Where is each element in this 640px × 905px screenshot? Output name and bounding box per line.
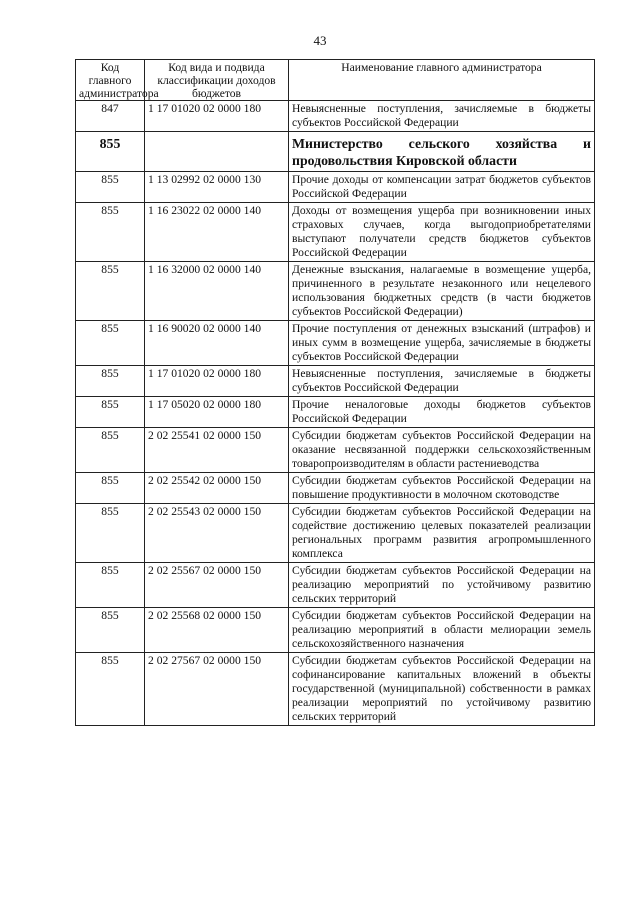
admin-code-cell: 855 <box>76 172 145 203</box>
table-row <box>76 172 595 203</box>
income-code-cell: 1 16 32000 02 0000 140 <box>145 262 289 321</box>
admin-name-cell: Прочие поступления от денежных взысканий (штрафов) и иных сумм в возмещение ущерба, зачисляемые в бюджеты субъектов Российской Федерации <box>289 321 595 366</box>
table-body <box>76 101 595 726</box>
table-row <box>76 203 595 262</box>
table-row <box>76 101 595 132</box>
page-number: 43 <box>313 33 327 48</box>
income-code-cell: 1 17 05020 02 0000 180 <box>145 397 289 428</box>
income-code-cell: 2 02 25541 02 0000 150 <box>145 428 289 473</box>
admin-code-cell: 847 <box>76 101 145 132</box>
admin-code-cell: 855 <box>76 321 145 366</box>
admin-code-cell: 855 <box>76 203 145 262</box>
admin-code-cell: 855 <box>76 428 145 473</box>
table-row <box>76 608 595 653</box>
admin-name-cell: Субсидии бюджетам субъектов Российской Федерации на реализацию мероприятий в области мелиорации земель сельскохозяйственного назначения <box>289 608 595 653</box>
admin-name-cell: Субсидии бюджетам субъектов Российской Федерации на оказание несвязанной поддержки сельскохозяйственным товаропроизводителям в области растениеводства <box>289 428 595 473</box>
admin-name-cell: Субсидии бюджетам субъектов Российской Федерации на реализацию мероприятий по устойчивому развитию сельских территорий <box>289 563 595 608</box>
income-code-cell: 1 16 23022 02 0000 140 <box>145 203 289 262</box>
header-admin-name: Наименование главного администратора <box>289 60 595 101</box>
table-row <box>76 504 595 563</box>
income-code-cell: 1 16 90020 02 0000 140 <box>145 321 289 366</box>
section-row <box>76 132 595 172</box>
admin-name-cell: Субсидии бюджетам субъектов Российской Федерации на софинансирование капитальных вложений в объекты государственной (муниципальной) собственности в рамках реализации мероприятий по устойчивому развитию сельских территорий <box>289 653 595 726</box>
income-code-cell: 2 02 25568 02 0000 150 <box>145 608 289 653</box>
admin-name-cell: Прочие неналоговые доходы бюджетов субъектов Российской Федерации <box>289 397 595 428</box>
income-code-cell: 1 17 01020 02 0000 180 <box>145 366 289 397</box>
income-code-cell: 2 02 25542 02 0000 150 <box>145 473 289 504</box>
admin-name-cell: Прочие доходы от компенсации затрат бюджетов субъектов Российской Федерации <box>289 172 595 203</box>
admin-code-cell: 855 <box>76 473 145 504</box>
income-code-cell: 2 02 25567 02 0000 150 <box>145 563 289 608</box>
table-header-row <box>76 60 595 101</box>
admin-name-cell: Министерство сельского хозяйства и продовольствия Кировской области <box>289 132 595 172</box>
table-row <box>76 473 595 504</box>
admin-code-cell: 855 <box>76 504 145 563</box>
income-code-cell <box>145 132 289 172</box>
admin-name-cell: Субсидии бюджетам субъектов Российской Федерации на содействие достижению целевых показателей реализации региональных программ развития агропромышленного комплекса <box>289 504 595 563</box>
income-code-cell: 1 17 01020 02 0000 180 <box>145 101 289 132</box>
admin-name-cell: Невыясненные поступления, зачисляемые в бюджеты субъектов Российской Федерации <box>289 366 595 397</box>
revenue-administrators-table <box>75 59 595 726</box>
admin-code-cell: 855 <box>76 397 145 428</box>
header-income-code: Код вида и подвида классификации доходов бюджетов <box>145 60 289 101</box>
table-row <box>76 428 595 473</box>
admin-name-cell: Денежные взыскания, налагаемые в возмещение ущерба, причиненного в результате незаконного или нецелевого использования бюджетных средств (в части бюджетов субъектов Российской Федерации) <box>289 262 595 321</box>
table-row <box>76 653 595 726</box>
income-code-cell: 2 02 27567 02 0000 150 <box>145 653 289 726</box>
admin-name-cell: Доходы от возмещения ущерба при возникновении иных страховых случаев, когда выгодоприобретателями выступают получатели средств бюджетов субъектов Российской Федерации <box>289 203 595 262</box>
admin-code-cell: 855 <box>76 262 145 321</box>
table-row <box>76 563 595 608</box>
table-row <box>76 321 595 366</box>
header-admin-code: Код главного администратора <box>76 60 145 101</box>
income-code-cell: 1 13 02992 02 0000 130 <box>145 172 289 203</box>
admin-name-cell: Невыясненные поступления, зачисляемые в бюджеты субъектов Российской Федерации <box>289 101 595 132</box>
admin-code-cell: 855 <box>76 653 145 726</box>
admin-code-cell: 855 <box>76 132 145 172</box>
admin-code-cell: 855 <box>76 366 145 397</box>
admin-code-cell: 855 <box>76 563 145 608</box>
table-row <box>76 366 595 397</box>
admin-code-cell: 855 <box>76 608 145 653</box>
table-row <box>76 262 595 321</box>
admin-name-cell: Субсидии бюджетам субъектов Российской Федерации на повышение продуктивности в молочном скотоводстве <box>289 473 595 504</box>
income-code-cell: 2 02 25543 02 0000 150 <box>145 504 289 563</box>
table-row <box>76 397 595 428</box>
